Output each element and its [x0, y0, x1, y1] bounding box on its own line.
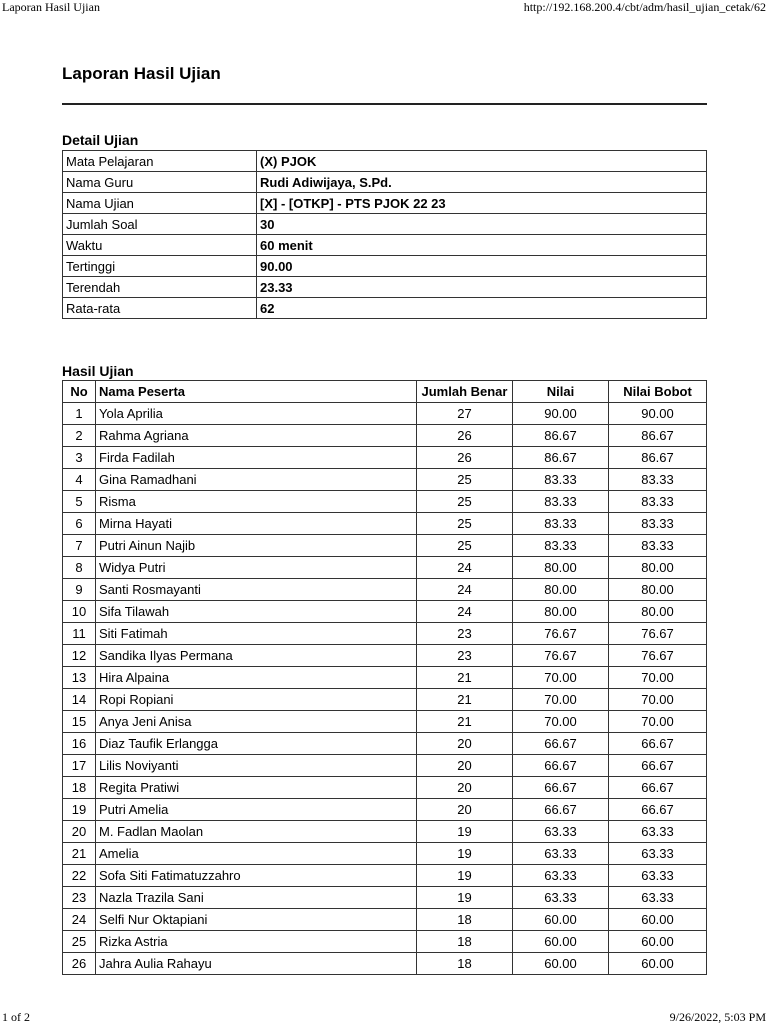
table-row [63, 535, 707, 557]
cell-nilai-bobot: 63.33 [609, 821, 707, 843]
cell-nilai: 90.00 [513, 403, 609, 425]
cell-jumlah-benar: 26 [417, 447, 513, 469]
detail-table [62, 150, 707, 319]
cell-nilai-bobot: 76.67 [609, 645, 707, 667]
table-row [63, 557, 707, 579]
table-row [63, 469, 707, 491]
cell-nilai: 70.00 [513, 711, 609, 733]
cell-nilai-bobot: 60.00 [609, 953, 707, 975]
cell-nilai: 66.67 [513, 733, 609, 755]
cell-nama-peserta: Yola Aprilia [96, 403, 417, 425]
cell-nilai-bobot: 86.67 [609, 447, 707, 469]
cell-jumlah-benar: 21 [417, 689, 513, 711]
table-row [63, 447, 707, 469]
cell-nilai-bobot: 66.67 [609, 799, 707, 821]
cell-nilai-bobot: 83.33 [609, 535, 707, 557]
cell-nilai-bobot: 80.00 [609, 601, 707, 623]
cell-nilai: 70.00 [513, 689, 609, 711]
cell-jumlah-benar: 23 [417, 645, 513, 667]
cell-nama-peserta: Sandika Ilyas Permana [96, 645, 417, 667]
detail-value: 23.33 [257, 277, 707, 298]
cell-nilai: 83.33 [513, 469, 609, 491]
table-row [63, 843, 707, 865]
cell-nilai: 86.67 [513, 447, 609, 469]
cell-no: 15 [63, 711, 96, 733]
cell-nilai-bobot: 60.00 [609, 909, 707, 931]
cell-jumlah-benar: 24 [417, 601, 513, 623]
cell-nama-peserta: Regita Pratiwi [96, 777, 417, 799]
title-divider [62, 103, 707, 105]
detail-section-title: Detail Ujian [62, 132, 139, 148]
cell-nama-peserta: Ropi Ropiani [96, 689, 417, 711]
cell-nilai-bobot: 83.33 [609, 491, 707, 513]
cell-nilai-bobot: 86.67 [609, 425, 707, 447]
detail-row [63, 214, 707, 235]
cell-nama-peserta: Putri Amelia [96, 799, 417, 821]
cell-nilai-bobot: 70.00 [609, 667, 707, 689]
detail-label: Jumlah Soal [63, 214, 257, 235]
cell-nilai: 63.33 [513, 865, 609, 887]
cell-jumlah-benar: 26 [417, 425, 513, 447]
detail-label: Terendah [63, 277, 257, 298]
cell-jumlah-benar: 25 [417, 513, 513, 535]
table-row [63, 821, 707, 843]
cell-nama-peserta: Santi Rosmayanti [96, 579, 417, 601]
cell-jumlah-benar: 20 [417, 799, 513, 821]
cell-nilai: 70.00 [513, 667, 609, 689]
cell-nilai: 60.00 [513, 909, 609, 931]
cell-no: 4 [63, 469, 96, 491]
cell-no: 23 [63, 887, 96, 909]
cell-nilai-bobot: 70.00 [609, 711, 707, 733]
table-row [63, 491, 707, 513]
table-row [63, 887, 707, 909]
cell-nilai: 80.00 [513, 601, 609, 623]
cell-nilai-bobot: 63.33 [609, 887, 707, 909]
cell-no: 10 [63, 601, 96, 623]
cell-nilai-bobot: 83.33 [609, 469, 707, 491]
table-row [63, 711, 707, 733]
cell-jumlah-benar: 19 [417, 865, 513, 887]
cell-nama-peserta: Mirna Hayati [96, 513, 417, 535]
cell-jumlah-benar: 21 [417, 667, 513, 689]
cell-nilai: 83.33 [513, 491, 609, 513]
hasil-header-row [63, 381, 707, 403]
table-row [63, 623, 707, 645]
table-row [63, 931, 707, 953]
detail-value: 62 [257, 298, 707, 319]
detail-row [63, 172, 707, 193]
print-footer-pages: 1 of 2 [2, 1010, 30, 1024]
cell-nilai: 76.67 [513, 623, 609, 645]
cell-nilai: 60.00 [513, 953, 609, 975]
cell-jumlah-benar: 25 [417, 469, 513, 491]
cell-nama-peserta: Sifa Tilawah [96, 601, 417, 623]
cell-jumlah-benar: 27 [417, 403, 513, 425]
cell-jumlah-benar: 19 [417, 887, 513, 909]
detail-label: Waktu [63, 235, 257, 256]
table-row [63, 733, 707, 755]
cell-no: 3 [63, 447, 96, 469]
cell-no: 12 [63, 645, 96, 667]
cell-nilai-bobot: 60.00 [609, 931, 707, 953]
col-header-nilai-bobot: Nilai Bobot [609, 381, 707, 403]
cell-jumlah-benar: 18 [417, 909, 513, 931]
cell-no: 1 [63, 403, 96, 425]
detail-value: 30 [257, 214, 707, 235]
cell-nama-peserta: Hira Alpaina [96, 667, 417, 689]
cell-nilai: 66.67 [513, 777, 609, 799]
cell-no: 7 [63, 535, 96, 557]
cell-no: 19 [63, 799, 96, 821]
table-row [63, 425, 707, 447]
col-header-no: No [63, 381, 96, 403]
detail-label: Mata Pelajaran [63, 151, 257, 172]
cell-no: 13 [63, 667, 96, 689]
cell-no: 24 [63, 909, 96, 931]
cell-nilai-bobot: 90.00 [609, 403, 707, 425]
cell-jumlah-benar: 25 [417, 491, 513, 513]
cell-no: 14 [63, 689, 96, 711]
cell-jumlah-benar: 24 [417, 557, 513, 579]
col-header-nilai: Nilai [513, 381, 609, 403]
table-row [63, 601, 707, 623]
cell-nilai: 60.00 [513, 931, 609, 953]
cell-nilai-bobot: 63.33 [609, 865, 707, 887]
cell-no: 18 [63, 777, 96, 799]
cell-nilai-bobot: 80.00 [609, 579, 707, 601]
cell-nilai-bobot: 66.67 [609, 755, 707, 777]
cell-jumlah-benar: 19 [417, 843, 513, 865]
cell-nama-peserta: Rahma Agriana [96, 425, 417, 447]
cell-jumlah-benar: 24 [417, 579, 513, 601]
page-title: Laporan Hasil Ujian [62, 64, 221, 83]
cell-nilai-bobot: 76.67 [609, 623, 707, 645]
cell-no: 11 [63, 623, 96, 645]
cell-nama-peserta: Anya Jeni Anisa [96, 711, 417, 733]
cell-jumlah-benar: 20 [417, 777, 513, 799]
table-row [63, 953, 707, 975]
table-row [63, 689, 707, 711]
table-row [63, 579, 707, 601]
cell-jumlah-benar: 18 [417, 953, 513, 975]
detail-value: Rudi Adiwijaya, S.Pd. [257, 172, 707, 193]
detail-row [63, 151, 707, 172]
cell-nilai: 76.67 [513, 645, 609, 667]
cell-nilai: 80.00 [513, 579, 609, 601]
table-row [63, 403, 707, 425]
table-row [63, 865, 707, 887]
cell-nama-peserta: Rizka Astria [96, 931, 417, 953]
cell-nama-peserta: M. Fadlan Maolan [96, 821, 417, 843]
hasil-table [62, 380, 707, 975]
print-header-url: http://192.168.200.4/cbt/adm/hasil_ujian_cetak/62 [523, 0, 766, 14]
col-header-jumlah-benar: Jumlah Benar [417, 381, 513, 403]
cell-nilai: 86.67 [513, 425, 609, 447]
cell-nama-peserta: Siti Fatimah [96, 623, 417, 645]
cell-no: 5 [63, 491, 96, 513]
cell-nama-peserta: Nazla Trazila Sani [96, 887, 417, 909]
cell-no: 6 [63, 513, 96, 535]
detail-row [63, 277, 707, 298]
cell-nilai: 63.33 [513, 887, 609, 909]
detail-row [63, 298, 707, 319]
cell-nilai-bobot: 66.67 [609, 733, 707, 755]
cell-nama-peserta: Risma [96, 491, 417, 513]
cell-no: 22 [63, 865, 96, 887]
cell-nama-peserta: Jahra Aulia Rahayu [96, 953, 417, 975]
cell-nama-peserta: Amelia [96, 843, 417, 865]
table-row [63, 799, 707, 821]
cell-no: 21 [63, 843, 96, 865]
cell-nama-peserta: Gina Ramadhani [96, 469, 417, 491]
hasil-section-title: Hasil Ujian [62, 363, 134, 379]
cell-nilai-bobot: 66.67 [609, 777, 707, 799]
cell-nama-peserta: Lilis Noviyanti [96, 755, 417, 777]
detail-value: (X) PJOK [257, 151, 707, 172]
cell-nilai-bobot: 83.33 [609, 513, 707, 535]
table-row [63, 513, 707, 535]
detail-row [63, 235, 707, 256]
detail-label: Tertinggi [63, 256, 257, 277]
cell-nilai-bobot: 70.00 [609, 689, 707, 711]
table-row [63, 755, 707, 777]
cell-nama-peserta: Sofa Siti Fatimatuzzahro [96, 865, 417, 887]
detail-label: Rata-rata [63, 298, 257, 319]
cell-nilai: 63.33 [513, 821, 609, 843]
detail-label: Nama Ujian [63, 193, 257, 214]
table-row [63, 777, 707, 799]
table-row [63, 667, 707, 689]
cell-no: 16 [63, 733, 96, 755]
detail-value: 60 menit [257, 235, 707, 256]
cell-no: 25 [63, 931, 96, 953]
cell-no: 2 [63, 425, 96, 447]
cell-nilai: 66.67 [513, 799, 609, 821]
detail-row [63, 256, 707, 277]
cell-nama-peserta: Diaz Taufik Erlangga [96, 733, 417, 755]
cell-jumlah-benar: 18 [417, 931, 513, 953]
cell-no: 17 [63, 755, 96, 777]
print-header-title: Laporan Hasil Ujian [2, 0, 100, 14]
table-row [63, 909, 707, 931]
cell-no: 20 [63, 821, 96, 843]
col-header-nama: Nama Peserta [96, 381, 417, 403]
cell-nilai: 80.00 [513, 557, 609, 579]
cell-jumlah-benar: 25 [417, 535, 513, 557]
table-row [63, 645, 707, 667]
cell-nama-peserta: Firda Fadilah [96, 447, 417, 469]
cell-jumlah-benar: 19 [417, 821, 513, 843]
cell-nilai: 83.33 [513, 535, 609, 557]
cell-jumlah-benar: 20 [417, 755, 513, 777]
cell-jumlah-benar: 20 [417, 733, 513, 755]
cell-nilai-bobot: 80.00 [609, 557, 707, 579]
cell-nilai: 63.33 [513, 843, 609, 865]
cell-nama-peserta: Putri Ainun Najib [96, 535, 417, 557]
cell-nama-peserta: Widya Putri [96, 557, 417, 579]
print-footer-datetime: 9/26/2022, 5:03 PM [669, 1010, 766, 1024]
cell-no: 26 [63, 953, 96, 975]
detail-label: Nama Guru [63, 172, 257, 193]
cell-no: 9 [63, 579, 96, 601]
detail-row [63, 193, 707, 214]
cell-jumlah-benar: 21 [417, 711, 513, 733]
detail-value: 90.00 [257, 256, 707, 277]
cell-no: 8 [63, 557, 96, 579]
detail-value: [X] - [OTKP] - PTS PJOK 22 23 [257, 193, 707, 214]
cell-nilai: 66.67 [513, 755, 609, 777]
cell-nilai: 83.33 [513, 513, 609, 535]
cell-nilai-bobot: 63.33 [609, 843, 707, 865]
cell-jumlah-benar: 23 [417, 623, 513, 645]
cell-nama-peserta: Selfi Nur Oktapiani [96, 909, 417, 931]
